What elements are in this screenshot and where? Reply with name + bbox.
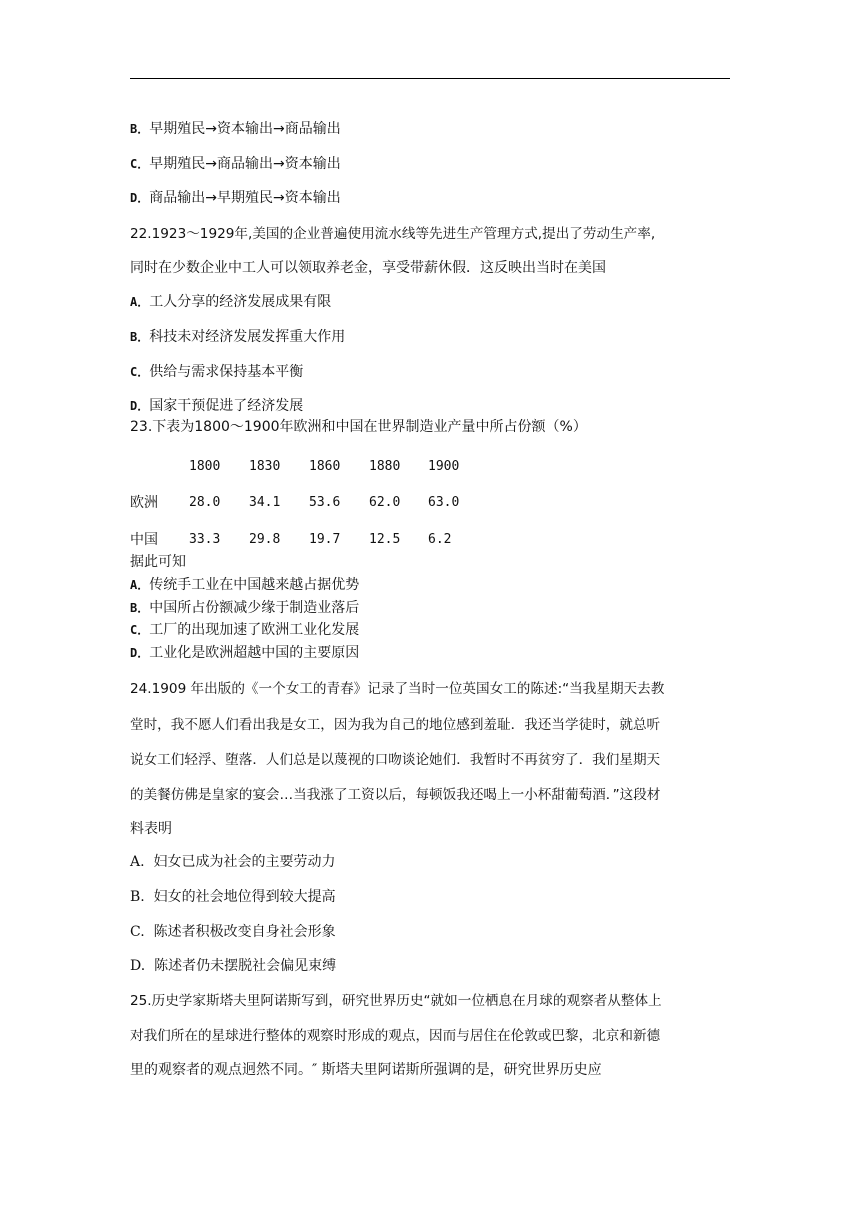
q22-option-d [130,397,303,415]
option-text: 妇女的社会地位得到较大提高 [153,889,336,905]
q24-stem-line-1: 24.1909 年出版的《一个女工的青春》记录了当时一位英国女工的陈述:“当我星期天去教 [130,681,665,697]
table-cell: 19.7 [309,532,341,547]
table-cell: 33.3 [189,532,221,547]
table-cell: 29.8 [249,532,281,547]
q21-option-b [130,120,341,138]
header-rule [130,78,730,79]
q23-conclusion: 据此可知 [130,554,186,570]
table-cell: 28.0 [189,495,221,510]
option-text: 早期殖民→商品输出→资本输出 [149,156,341,172]
q22-option-a [130,293,331,311]
q22-stem-line-2: 同时在少数企业中工人可以领取养老金，享受带薪休假．这反映出当时在美国 [130,260,606,276]
option-text: 工人分享的经济发展成果有限 [149,294,332,310]
q24-option-c [130,923,336,941]
q23-option-c [130,621,359,639]
option-letter: A． [130,295,150,309]
option-text: 供给与需求保持基本平衡 [149,364,304,380]
option-text: 中国所占份额减少缘于制造业落后 [149,600,360,616]
option-text: 工厂的出现加速了欧洲工业化发展 [149,622,360,638]
option-letter: B． [130,601,150,615]
option-text: 传统手工业在中国越来越占据优势 [149,577,360,593]
table-header-year: 1800 [189,459,221,474]
option-letter: C． [130,157,150,171]
option-text: 妇女已成为社会的主要劳动力 [153,854,336,870]
q25-stem-line-3: 里的观察者的观点迥然不同。″ 斯塔夫里阿诺斯所强调的是，研究世界历史应 [130,1062,602,1078]
option-text: 工业化是欧洲超越中国的主要原因 [149,645,360,661]
option-letter: D． [130,646,150,660]
q23-option-b [130,599,359,617]
q23-option-d [130,644,359,662]
q23-stem: 23.下表为1800～1900年欧洲和中国在世界制造业产量中所占份额（%） [130,419,587,435]
table-cell: 62.0 [369,495,401,510]
option-letter: C． [130,623,150,637]
option-letter: B． [130,122,150,136]
table-header-year: 1830 [249,459,281,474]
q22-stem-line-1: 22.1923～1929年,美国的企业普遍使用流水线等先进生产管理方式,提出了劳动生产率, [130,226,656,242]
q24-option-a [130,853,335,871]
table-header-year: 1880 [369,459,401,474]
option-text: 陈述者仍未摆脱社会偏见束缚 [154,958,337,974]
q23-option-a [130,576,359,594]
option-letter: B． [130,330,150,344]
q22-option-b [130,328,345,346]
q24-option-b [130,888,336,906]
option-letter: C． [130,365,150,379]
q25-stem-line-2: 对我们所在的星球进行整体的观察时形成的观点，因而与居住在伦敦或巴黎，北京和新德 [130,1028,661,1044]
q21-option-d [130,189,341,207]
q24-stem-line-5: 料表明 [130,821,172,837]
option-text: 科技未对经济发展发挥重大作用 [149,329,346,345]
table-cell: 12.5 [369,532,401,547]
q25-stem-line-1: 25.历史学家斯塔夫里阿诺斯写到，研究世界历史“就如一位栖息在月球的观察者从整体上 [130,993,662,1009]
table-cell: 6.2 [428,532,452,547]
option-text: 早期殖民→资本输出→商品输出 [149,121,341,137]
option-text: 陈述者积极改变自身社会形象 [153,924,336,940]
table-cell: 63.0 [428,495,460,510]
q21-option-c [130,155,341,173]
option-letter: D. [130,958,146,974]
option-text: 商品输出→早期殖民→资本输出 [149,190,341,206]
option-letter: D． [130,191,150,205]
q24-stem-line-2: 堂时，我不愿人们看出我是女工，因为我为自己的地位感到羞耻．我还当学徒时，就总听 [130,717,661,733]
option-letter: A. [130,854,145,870]
q24-stem-line-3: 说女工们轻浮、堕落．人们总是以蔑视的口吻谈论她们．我暂时不再贫穷了．我们星期天 [130,752,661,768]
table-cell: 34.1 [249,495,281,510]
option-letter: A． [130,578,150,592]
table-row-label: 欧洲 [130,495,158,511]
table-row-label: 中国 [130,532,158,548]
q24-stem-line-4: 的美餐仿佛是皇家的宴会…当我涨了工资以后，每顿饭我还喝上一小杯甜葡萄酒．”这段材 [130,787,661,803]
option-letter: D． [130,399,150,413]
option-text: 国家干预促进了经济发展 [149,398,304,414]
option-letter: C. [130,924,145,940]
table-cell: 53.6 [309,495,341,510]
q24-option-d [130,957,336,975]
option-letter: B. [130,889,145,905]
table-header-year: 1860 [309,459,341,474]
q22-option-c [130,363,303,381]
table-header-year: 1900 [428,459,460,474]
